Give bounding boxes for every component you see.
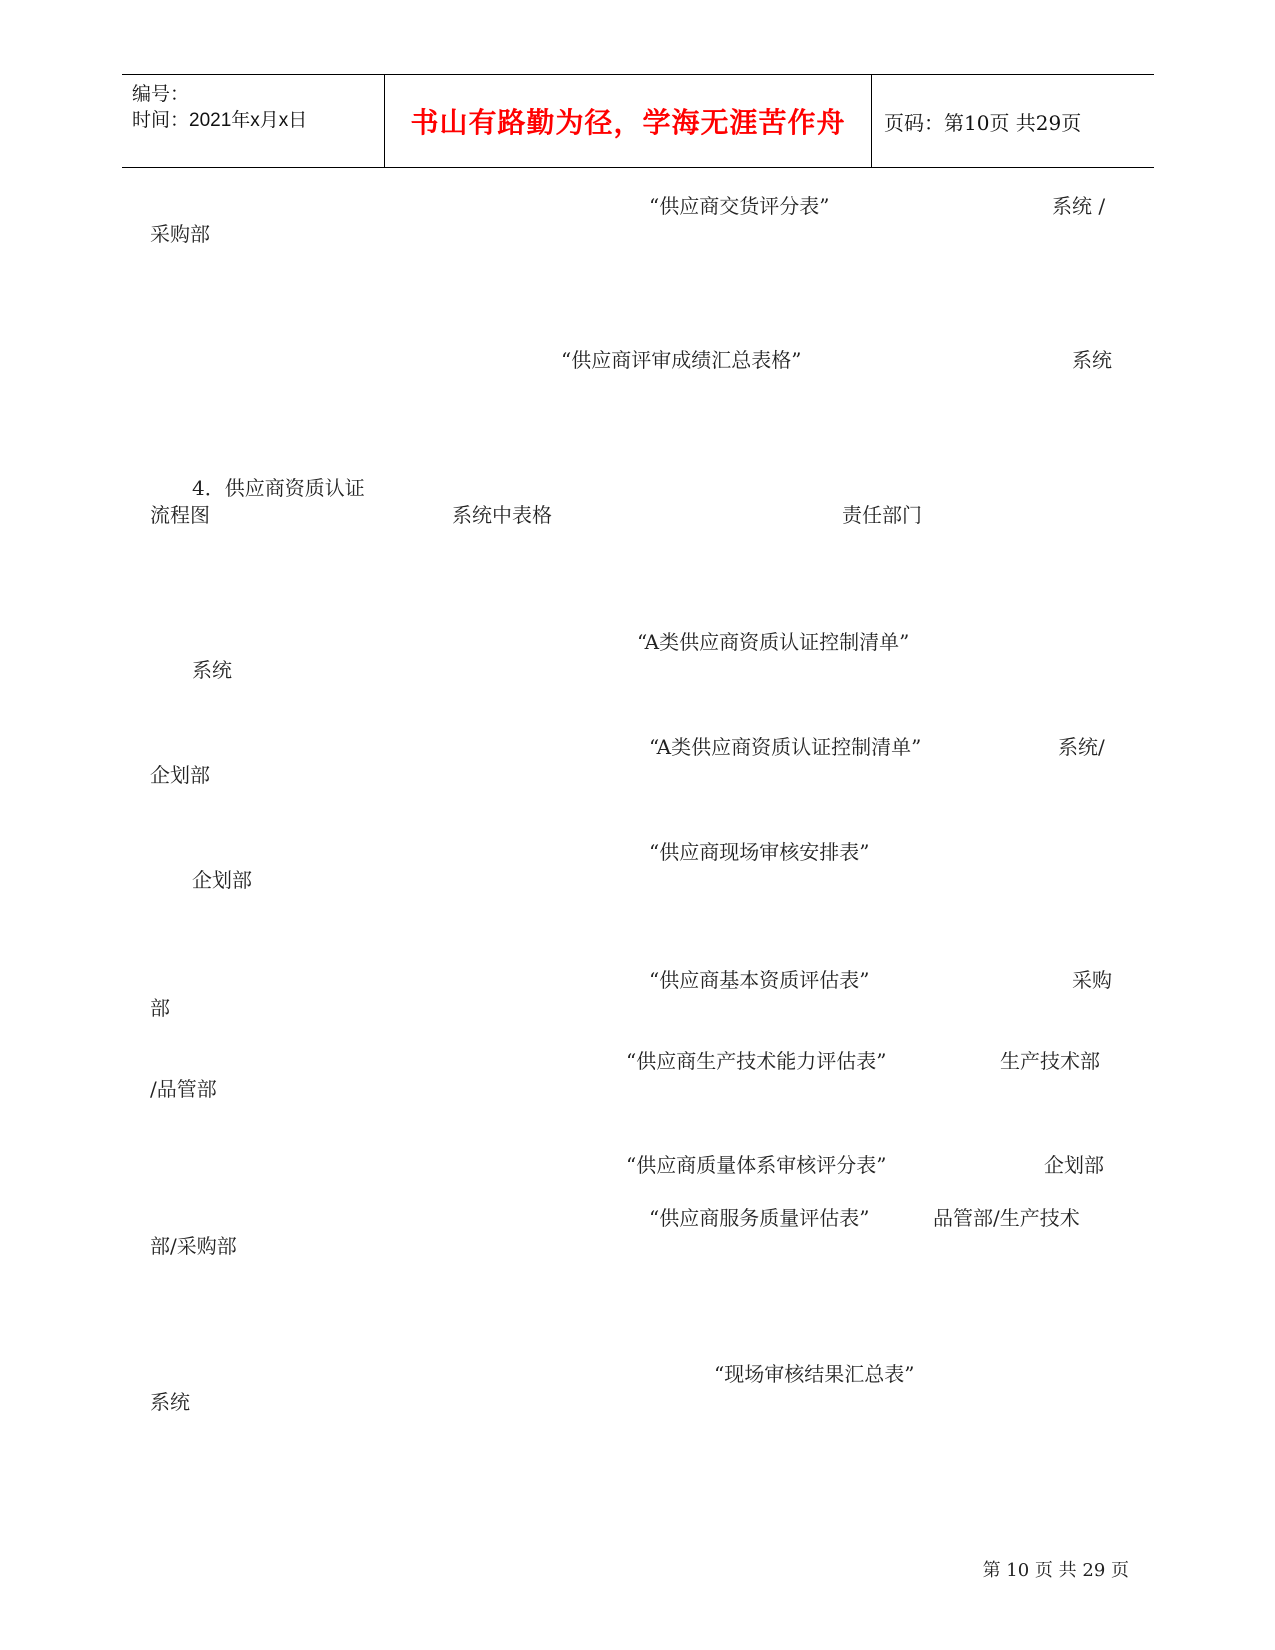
form-name-a-class-checklist: “A类供应商资质认证控制清单” [637,630,910,654]
responsible-dept: 企划部 [1044,1153,1104,1177]
page-footer: 第 10 页 共 29 页 [982,1560,1129,1581]
responsible-dept: 系统 / [1052,194,1106,218]
form-name-production-tech: “供应商生产技术能力评估表” [626,1049,887,1073]
document-time-label: 时间：2021年x月x日 [132,110,308,131]
form-name-basic-qualification: “供应商基本资质评估表” [649,968,870,992]
page-header [122,74,1154,168]
form-name-delivery-score: “供应商交货评分表” [649,194,830,218]
form-name-review-summary: “供应商评审成绩汇总表格” [561,348,802,372]
responsible-dept: 采购部 [150,222,210,246]
header-page-info: 页码：第10页 共29页 [884,110,1082,135]
responsible-dept: 企划部 [192,868,252,892]
responsible-dept: 系统/ [1058,735,1105,759]
responsible-dept: 部 [150,996,170,1020]
responsible-dept: 部/采购部 [150,1234,237,1258]
responsible-dept: 系统 [1072,348,1112,372]
header-motto: 书山有路勤为径，学海无涯苦作舟 [385,75,872,167]
section-heading: 4．供应商资质认证 [192,476,365,500]
responsible-dept: 生产技术部 [1000,1049,1100,1073]
responsible-dept: /品管部 [150,1077,217,1101]
responsible-dept: 系统 [150,1390,190,1414]
responsible-dept: 系统 [192,658,232,682]
form-name-service-quality: “供应商服务质量评估表” [649,1206,870,1230]
header-meta-cell [122,75,385,167]
responsible-dept: 采购 [1072,968,1112,992]
column-header-flowchart: 流程图 [150,503,210,527]
form-name-onsite-schedule: “供应商现场审核安排表” [649,840,870,864]
document-number-label: 编号： [132,84,190,105]
responsible-dept: 企划部 [150,763,210,787]
responsible-dept: 品管部/生产技术 [933,1206,1080,1230]
form-name-a-class-checklist: “A类供应商资质认证控制清单” [649,735,922,759]
form-name-quality-system: “供应商质量体系审核评分表” [626,1153,887,1177]
column-header-responsible-dept: 责任部门 [842,503,922,527]
form-name-onsite-result-summary: “现场审核结果汇总表” [714,1362,915,1386]
column-header-system-form: 系统中表格 [452,503,552,527]
